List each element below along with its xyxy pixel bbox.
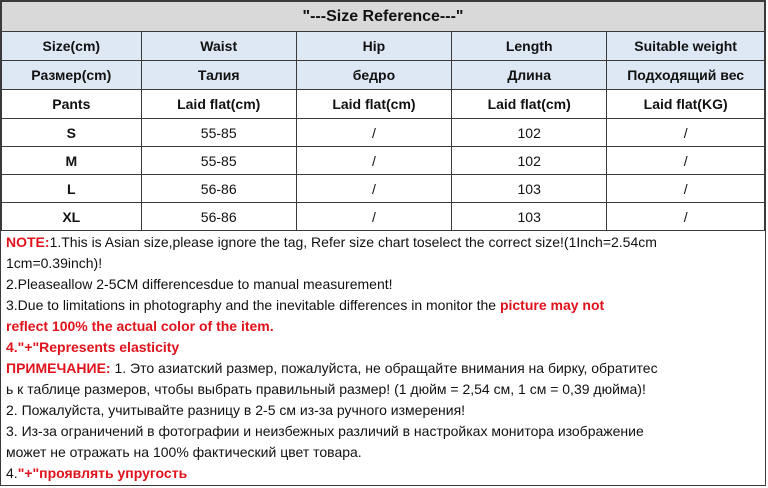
waist-cell: 56-86 xyxy=(141,175,296,203)
ru-note-line-3b: может не отражать на 100% фактический цвет товара. xyxy=(6,444,362,460)
note-label: NOTE: xyxy=(6,234,50,250)
hip-cell: / xyxy=(296,119,451,147)
note-line-1 xyxy=(2,232,764,253)
table-title: "---Size Reference---" xyxy=(2,2,765,32)
note-highlight: picture may not xyxy=(499,297,605,313)
size-table xyxy=(1,1,765,231)
header-row-ru xyxy=(2,61,765,90)
notes-section xyxy=(2,232,764,484)
measure-label-length: Laid flat(cm) xyxy=(452,90,607,119)
measure-label-weight: Laid flat(KG) xyxy=(607,90,765,119)
weight-cell: / xyxy=(607,147,765,175)
measure-row xyxy=(2,90,765,119)
ru-note-line-4 xyxy=(2,463,764,484)
size-cell: S xyxy=(2,119,142,147)
ru-note-prefix: 4. xyxy=(6,465,18,481)
hip-cell: / xyxy=(296,203,451,231)
ru-note-highlight: "+"проявлять упругость xyxy=(17,465,188,481)
table-row xyxy=(2,119,765,147)
ru-note-text: 1. Это азиатский размер, пожалуйста, не обращайте внимания на бирку, обратитес xyxy=(110,360,658,376)
waist-cell: 55-85 xyxy=(141,119,296,147)
size-cell: M xyxy=(2,147,142,175)
waist-cell: 56-86 xyxy=(141,203,296,231)
ru-note-line-2: 2. Пожалуйста, учитывайте разницу в 2-5 см из-за ручного измерения! xyxy=(6,402,466,418)
length-cell: 102 xyxy=(452,119,607,147)
hip-cell: / xyxy=(296,147,451,175)
weight-cell: / xyxy=(607,175,765,203)
header-size-ru: Размер(cm) xyxy=(2,61,142,90)
size-cell: XL xyxy=(2,203,142,231)
note-line-4: 4."+"Represents elasticity xyxy=(6,339,180,355)
header-row xyxy=(2,32,765,61)
weight-cell: / xyxy=(607,203,765,231)
header-weight: Suitable weight xyxy=(607,32,765,61)
header-waist-ru: Талия xyxy=(141,61,296,90)
ru-note-line-3: 3. Из-за ограничений в фотографии и неизбежных различий в настройках монитора изображение xyxy=(6,423,644,439)
header-length-ru: Длина xyxy=(452,61,607,90)
measure-label-hip: Laid flat(cm) xyxy=(296,90,451,119)
table-row xyxy=(2,147,765,175)
note-text: 1.This is Asian size,please ignore the tag, Refer size chart toselect the correct size!(1Inch=2.54cm xyxy=(49,234,657,250)
header-hip-ru: бедро xyxy=(296,61,451,90)
note-line-3b: reflect 100% the actual color of the item. xyxy=(6,318,274,334)
note-line-1b: 1cm=0.39inch)! xyxy=(6,255,103,271)
weight-cell: / xyxy=(607,119,765,147)
ru-note-line-1b: ь к таблице размеров, чтобы выбрать правильный размер! (1 дюйм = 2,54 см, 1 см = 0,39 дюйма)! xyxy=(6,381,646,397)
ru-note-line-1 xyxy=(2,358,764,379)
hip-cell: / xyxy=(296,175,451,203)
measure-label-waist: Laid flat(cm) xyxy=(141,90,296,119)
table-row xyxy=(2,203,765,231)
note-line-3 xyxy=(2,295,764,316)
table-row xyxy=(2,175,765,203)
header-waist: Waist xyxy=(141,32,296,61)
category-label: Pants xyxy=(2,90,142,119)
header-size: Size(cm) xyxy=(2,32,142,61)
waist-cell: 55-85 xyxy=(141,147,296,175)
note-line-2: 2.Pleaseallow 2-5CM differencesdue to manual measurement! xyxy=(6,276,393,292)
note-text: 3.Due to limitations in photography and the inevitable differences in monitor the xyxy=(6,297,500,313)
length-cell: 103 xyxy=(452,175,607,203)
header-length: Length xyxy=(452,32,607,61)
header-hip: Hip xyxy=(296,32,451,61)
title-row xyxy=(2,2,765,32)
size-cell: L xyxy=(2,175,142,203)
ru-note-label: ПРИМЕЧАНИЕ: xyxy=(6,360,111,376)
header-weight-ru: Подходящий вес xyxy=(607,61,765,90)
length-cell: 102 xyxy=(452,147,607,175)
length-cell: 103 xyxy=(452,203,607,231)
